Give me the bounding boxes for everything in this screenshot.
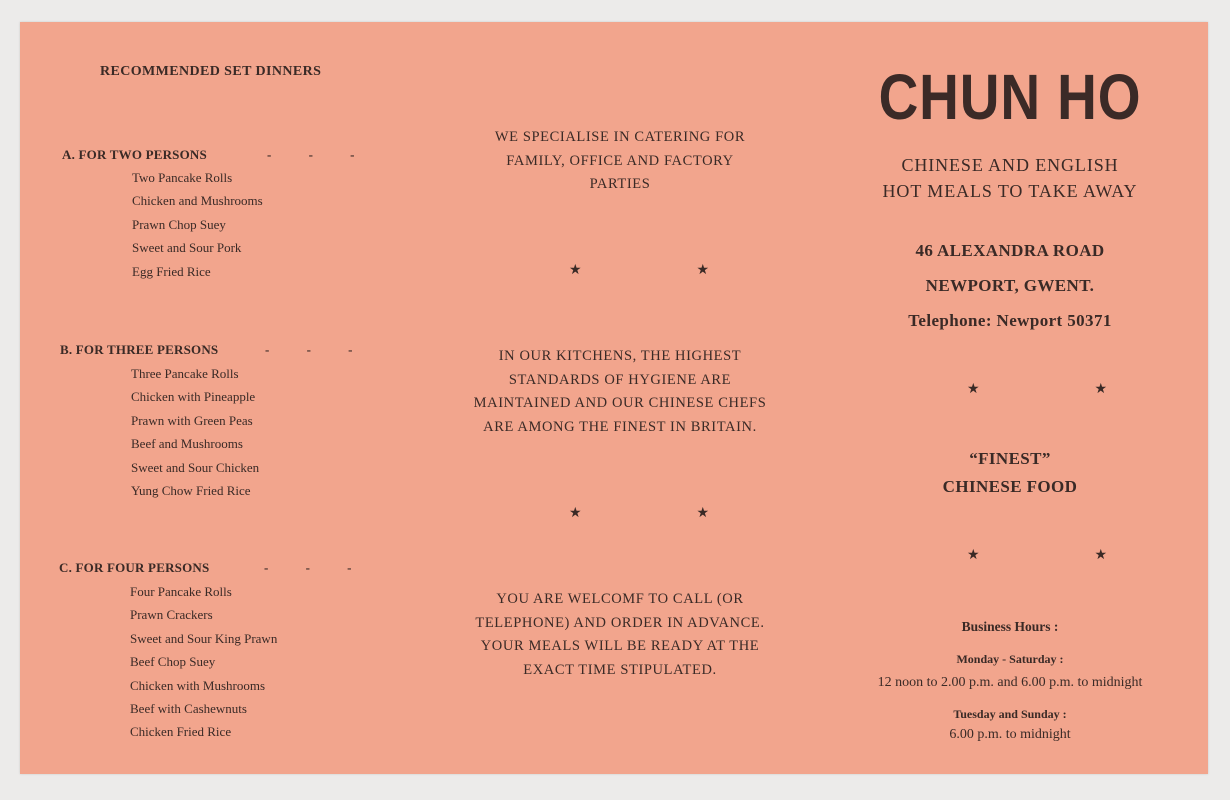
menu-item: Prawn Chop Suey [132, 216, 226, 232]
star-icon: ★ [569, 263, 582, 278]
menu-item: Chicken Fried Rice [130, 724, 232, 740]
text-line: IN OUR KITCHENS, THE HIGHEST [498, 348, 742, 364]
text-line: CHINESE FOOD [942, 477, 1078, 496]
weekend-label: Tuesday and Sunday : [953, 707, 1067, 721]
star-icon: ★ [569, 506, 582, 521]
weekday-hours: 12 noon to 2.00 p.m. and 6.00 p.m. to midnight [877, 675, 1143, 690]
text-line: STANDARDS OF HYGIENE ARE [508, 371, 732, 388]
menu-item: Two Pancake Rolls [132, 170, 233, 185]
menu-item: Chicken and Mushrooms [132, 193, 263, 209]
advance-order-paragraph [410, 588, 830, 682]
text-line: WE SPECIALISE IN CATERING FOR [494, 129, 746, 145]
text-line: MAINTAINED AND OUR CHINESE CHEFS [473, 395, 767, 411]
telephone: Telephone: Newport 50371 [908, 311, 1112, 330]
star-divider [569, 262, 709, 279]
weekday-label: Monday - Saturday : [956, 652, 1064, 666]
text-line: “FINEST” [969, 449, 1051, 468]
text-line: TELEPHONE) AND ORDER IN ADVANCE. [475, 614, 765, 631]
text-line: HOT MEALS TO TAKE AWAY [882, 181, 1138, 201]
text-line: PARTIES [589, 176, 651, 192]
catering-paragraph [410, 126, 830, 197]
address-block [820, 233, 1200, 338]
set-b-items [131, 362, 259, 502]
menu-leaflet [20, 22, 1208, 774]
set-a-heading [62, 147, 372, 163]
menu-item: Sweet and Sour Pork [132, 240, 242, 256]
menu-item: Beef with Cashewnuts [130, 701, 247, 717]
text-line: YOUR MEALS WILL BE READY AT THE [480, 638, 760, 654]
text-line: FAMILY, OFFICE AND FACTORY [506, 152, 734, 169]
menu-item: Three Pancake Rolls [131, 366, 239, 381]
set-b-heading [60, 342, 370, 358]
star-icon: ★ [967, 548, 980, 563]
menu-item: Prawn with Green Peas [131, 412, 253, 428]
set-c-heading [59, 560, 369, 576]
hygiene-paragraph [410, 345, 830, 439]
menu-item: Beef Chop Suey [130, 654, 216, 670]
menu-item: Chicken with Mushrooms [130, 677, 266, 693]
text-line: ARE AMONG THE FINEST IN BRITAIN. [483, 418, 757, 435]
set-a-items [132, 166, 263, 283]
menu-item: Prawn Crackers [130, 607, 213, 623]
set-c-items [130, 580, 277, 744]
menu-item: Beef and Mushrooms [131, 436, 243, 452]
town-address: NEWPORT, GWENT. [925, 276, 1095, 295]
finest-food-slogan [820, 445, 1200, 501]
menu-item: Egg Fried Rice [132, 263, 211, 279]
set-b-label: B. FOR THREE PERSONS [60, 342, 219, 357]
weekend-hours: 6.00 p.m. to midnight [949, 727, 1071, 742]
text-line: EXACT TIME STIPULATED. [523, 661, 717, 678]
menu-item: Four Pancake Rolls [130, 584, 232, 599]
menu-item: Yung Chow Fried Rice [131, 483, 251, 499]
business-hours-title: Business Hours : [961, 619, 1059, 634]
set-c-label: C. FOR FOUR PERSONS [59, 560, 210, 575]
star-icon: ★ [1094, 548, 1107, 563]
set-c-dashes: - - - [264, 560, 369, 575]
star-divider [967, 547, 1107, 564]
text-line: YOU ARE WELCOMF TO CALL (OR [496, 591, 744, 607]
text-line: CHINESE AND ENGLISH [901, 155, 1119, 175]
set-a-dashes: - - - [267, 147, 372, 162]
star-icon: ★ [696, 506, 709, 521]
menu-item: Chicken with Pineapple [131, 389, 256, 405]
star-icon: ★ [967, 382, 980, 397]
tagline [820, 152, 1200, 204]
set-a-label: A. FOR TWO PERSONS [62, 147, 207, 162]
star-icon: ★ [696, 263, 709, 278]
set-dinners-title: RECOMMENDED SET DINNERS [100, 64, 322, 79]
star-icon: ★ [1094, 382, 1107, 397]
restaurant-name: CHUN HO [878, 61, 1142, 133]
menu-item: Sweet and Sour King Prawn [130, 630, 278, 646]
menu-item: Sweet and Sour Chicken [131, 459, 260, 475]
set-b-dashes: - - - [265, 342, 370, 357]
star-divider [967, 381, 1107, 398]
star-divider [569, 505, 709, 522]
street-address: 46 ALEXANDRA ROAD [915, 241, 1105, 260]
